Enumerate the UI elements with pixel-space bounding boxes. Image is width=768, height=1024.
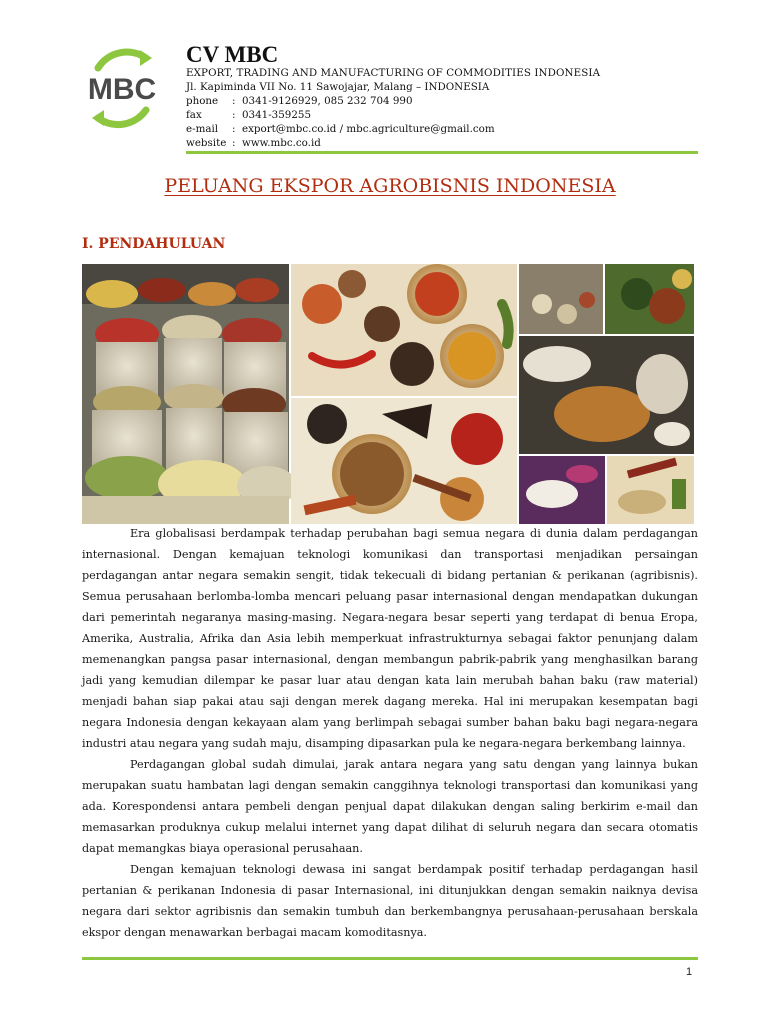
company-address: Jl. Kapiminda VII No. 11 Sawojajar, Malang – INDONESIA [186,81,490,93]
contact-label: phone [186,95,219,107]
contact-website: website : www.mbc.co.id [186,137,321,149]
contact-value: 0341-9126929, 085 232 704 990 [242,95,413,107]
company-name: CV MBC [186,42,279,67]
contact-email: e-mail : export@mbc.co.id / mbc.agriculture@gmail.com [186,123,495,135]
logo-text: MBC [87,73,157,106]
company-logo [78,44,166,132]
paragraph: Perdagangan global sudah dimulai, jarak antara negara yang satu dengan yang lainnya bukan merupakan suatu hambatan lagi dengan semakin canggihnya teknologi transportasi dan komunikasi yang ada. Korespondensi antara pembeli dengan penjual dapat dilakukan dengan saling berkirim e-mail dan memasarkan produknya cukup melalui internet yang dapat dilihat di seluruh negara dan secara otomatis dapat memangkas biaya operasional perusahaan. [82,758,698,855]
contact-value[interactable]: export@mbc.co.id / mbc.agriculture@gmail.com [242,123,495,135]
company-tagline: EXPORT, TRADING AND MANUFACTURING OF COMMODITIES INDONESIA [186,67,601,79]
contact-value[interactable]: www.mbc.co.id [242,137,321,149]
contact-label: fax [186,109,202,121]
contact-label: website [186,137,227,149]
contact-value: 0341-359255 [242,109,311,121]
paragraph: Dengan kemajuan teknologi dewasa ini sangat berdampak positif terhadap perdagangan hasil pertanian & perikanan Indonesia di pasar Internasional, ini ditunjukkan dengan semakin naiknya devisa negara dari sektor agribisnis dan semakin tumbuh dan berkembangnya perusahaan-perusahaan berskala ekspor dengan menawarkan berbagai macam komoditasnya. [82,863,698,939]
spices-photo-collage [82,264,694,524]
document-title: PELUANG EKSPOR AGROBISNIS INDONESIA [164,175,616,197]
section-heading: I. PENDAHULUAN [82,236,226,252]
contact-label: e-mail [186,123,219,135]
footer-divider [82,957,698,960]
header-divider [186,151,698,154]
mbc-logo-icon [78,44,166,132]
contact-phone: phone : 0341-9126929, 085 232 704 990 [186,95,413,107]
body-text [82,523,698,943]
paragraph: Era globalisasi berdampak terhadap perubahan bagi semua negara di dunia dalam perdagangan internasional. Dengan kemajuan teknologi komunikasi dan transportasi menjadikan persaingan perdagangan antar negara semakin sengit, tidak tekecuali di bidang pertanian & perikanan (agribisnis). Semua perusahaan berlomba-lomba mencari peluang pasar internasional dengan mendapatkan dukungan dari pemerintah negaranya masing-masing. Negara-negara besar seperti yang terdapat di benua Eropa, Amerika, Australia, Afrika dan Asia lebih memperkuat infrastrukturnya sebagai faktor penunjang dalam memenangkan pangsa pasar internasional, dengan membangun pabrik-pabrik yang menghasilkan barang jadi yang kemudian dilempar ke pasar luar atau dengan kata lain merubah bahan baku (raw material) menjadi bahan siap pakai atau saji dengan merek dagang mereka. Hal ini merupakan kesempatan bagi negara Indonesia dengan kekayaan alam yang berlimpah sebagai sumber bahan baku bagi negara-negara industri atau negara yang sudah maju, disamping dipasarkan pula ke negara-negara berkembang lainnya. [82,527,698,750]
contact-fax: fax : 0341-359255 [186,109,311,121]
page-number: 1 [686,966,693,978]
